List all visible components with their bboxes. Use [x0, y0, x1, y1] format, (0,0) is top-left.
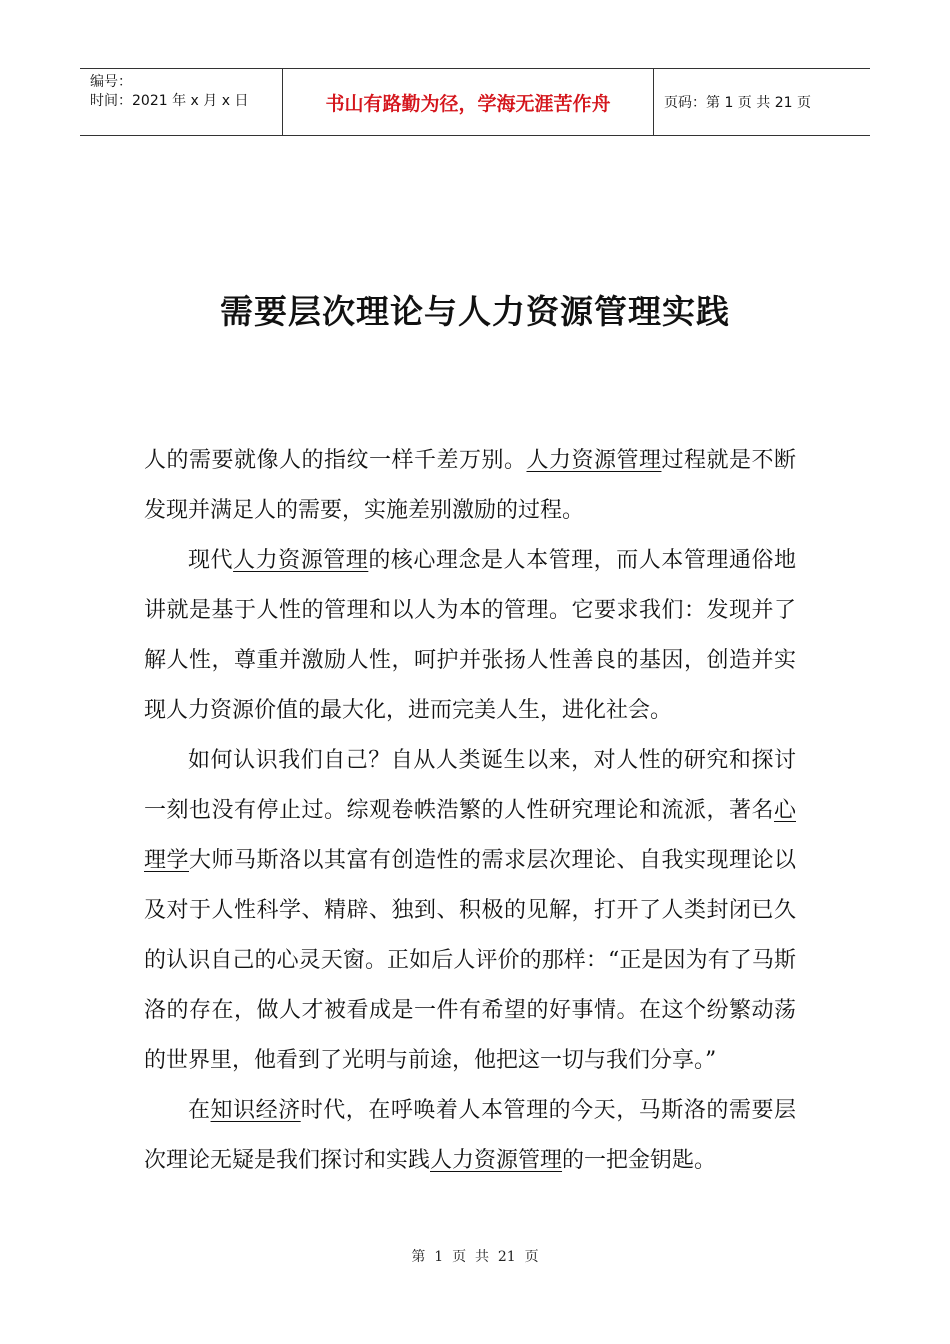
page-header	[80, 68, 870, 136]
document-number-label: 编号：	[90, 74, 132, 90]
paragraph-4	[144, 1086, 796, 1186]
link-human-resource-management[interactable]: 人力资源管理	[526, 448, 662, 473]
link-psychology[interactable]: 心理学	[144, 798, 796, 873]
link-knowledge-economy[interactable]: 知识经济	[210, 1098, 301, 1123]
paragraph-2	[144, 536, 796, 736]
paragraph-text: 在	[188, 1098, 211, 1123]
document-body	[144, 436, 796, 1186]
paragraph-text: 的一把金钥匙。	[562, 1148, 717, 1173]
header-motto: 书山有路勤为径，学海无涯苦作舟	[325, 92, 611, 115]
paragraph-text: 现代	[188, 548, 234, 573]
header-motto-cell	[282, 69, 654, 135]
footer-page-number: 第 1 页 共 21 页	[411, 1249, 539, 1265]
paragraph-text: 的核心理念是人本管理，而人本管理通俗地讲就是基于人性的管理和以人为本的管理。它要求我们：发现并了解人性，尊重并激励人性，呵护并张扬人性善良的基因，创造并实现人力资源价值的最大化，进而完美人生，进化社会。	[144, 548, 796, 723]
paragraph-text: 如何认识我们自己？自从人类诞生以来，对人性的研究和探讨一刻也没有停止过。综观卷帙浩繁的人性研究理论和流派，著名	[144, 748, 796, 823]
paragraph-text: 人的需要就像人的指纹一样千差万别。	[144, 448, 527, 473]
header-meta-cell	[80, 69, 282, 135]
link-human-resource-management[interactable]: 人力资源管理	[233, 548, 369, 573]
page-footer	[0, 1246, 950, 1266]
paragraph-1	[144, 436, 796, 536]
document-time-label: 时间：2021 年 x 月 x 日	[90, 93, 249, 109]
link-human-resource-management[interactable]: 人力资源管理	[430, 1148, 563, 1173]
paragraph-text: 过程就是不断发现并满足人的需要，实施差别激励的过程。	[144, 448, 796, 523]
header-page-cell	[654, 69, 870, 135]
paragraph-text: 大师马斯洛以其富有创造性的需求层次理论、自我实现理论以及对于人性科学、精辟、独到、积极的见解，打开了人类封闭已久的认识自己的心灵天窗。正如后人评价的那样：“正是因为有了马斯洛的存在，做人才被看成是一件有希望的好事情。在这个纷繁动荡的世界里，他看到了光明与前途，他把这一切与我们分享。”	[144, 848, 796, 1073]
document-title: 需要层次理论与人力资源管理实践	[220, 292, 730, 331]
header-page-info: 页码：第 1 页 共 21 页	[664, 95, 811, 111]
paragraph-3	[144, 736, 796, 1086]
paragraph-text: 时代，在呼唤着人本管理的今天，马斯洛的需要层次理论无疑是我们探讨和实践	[144, 1098, 796, 1173]
